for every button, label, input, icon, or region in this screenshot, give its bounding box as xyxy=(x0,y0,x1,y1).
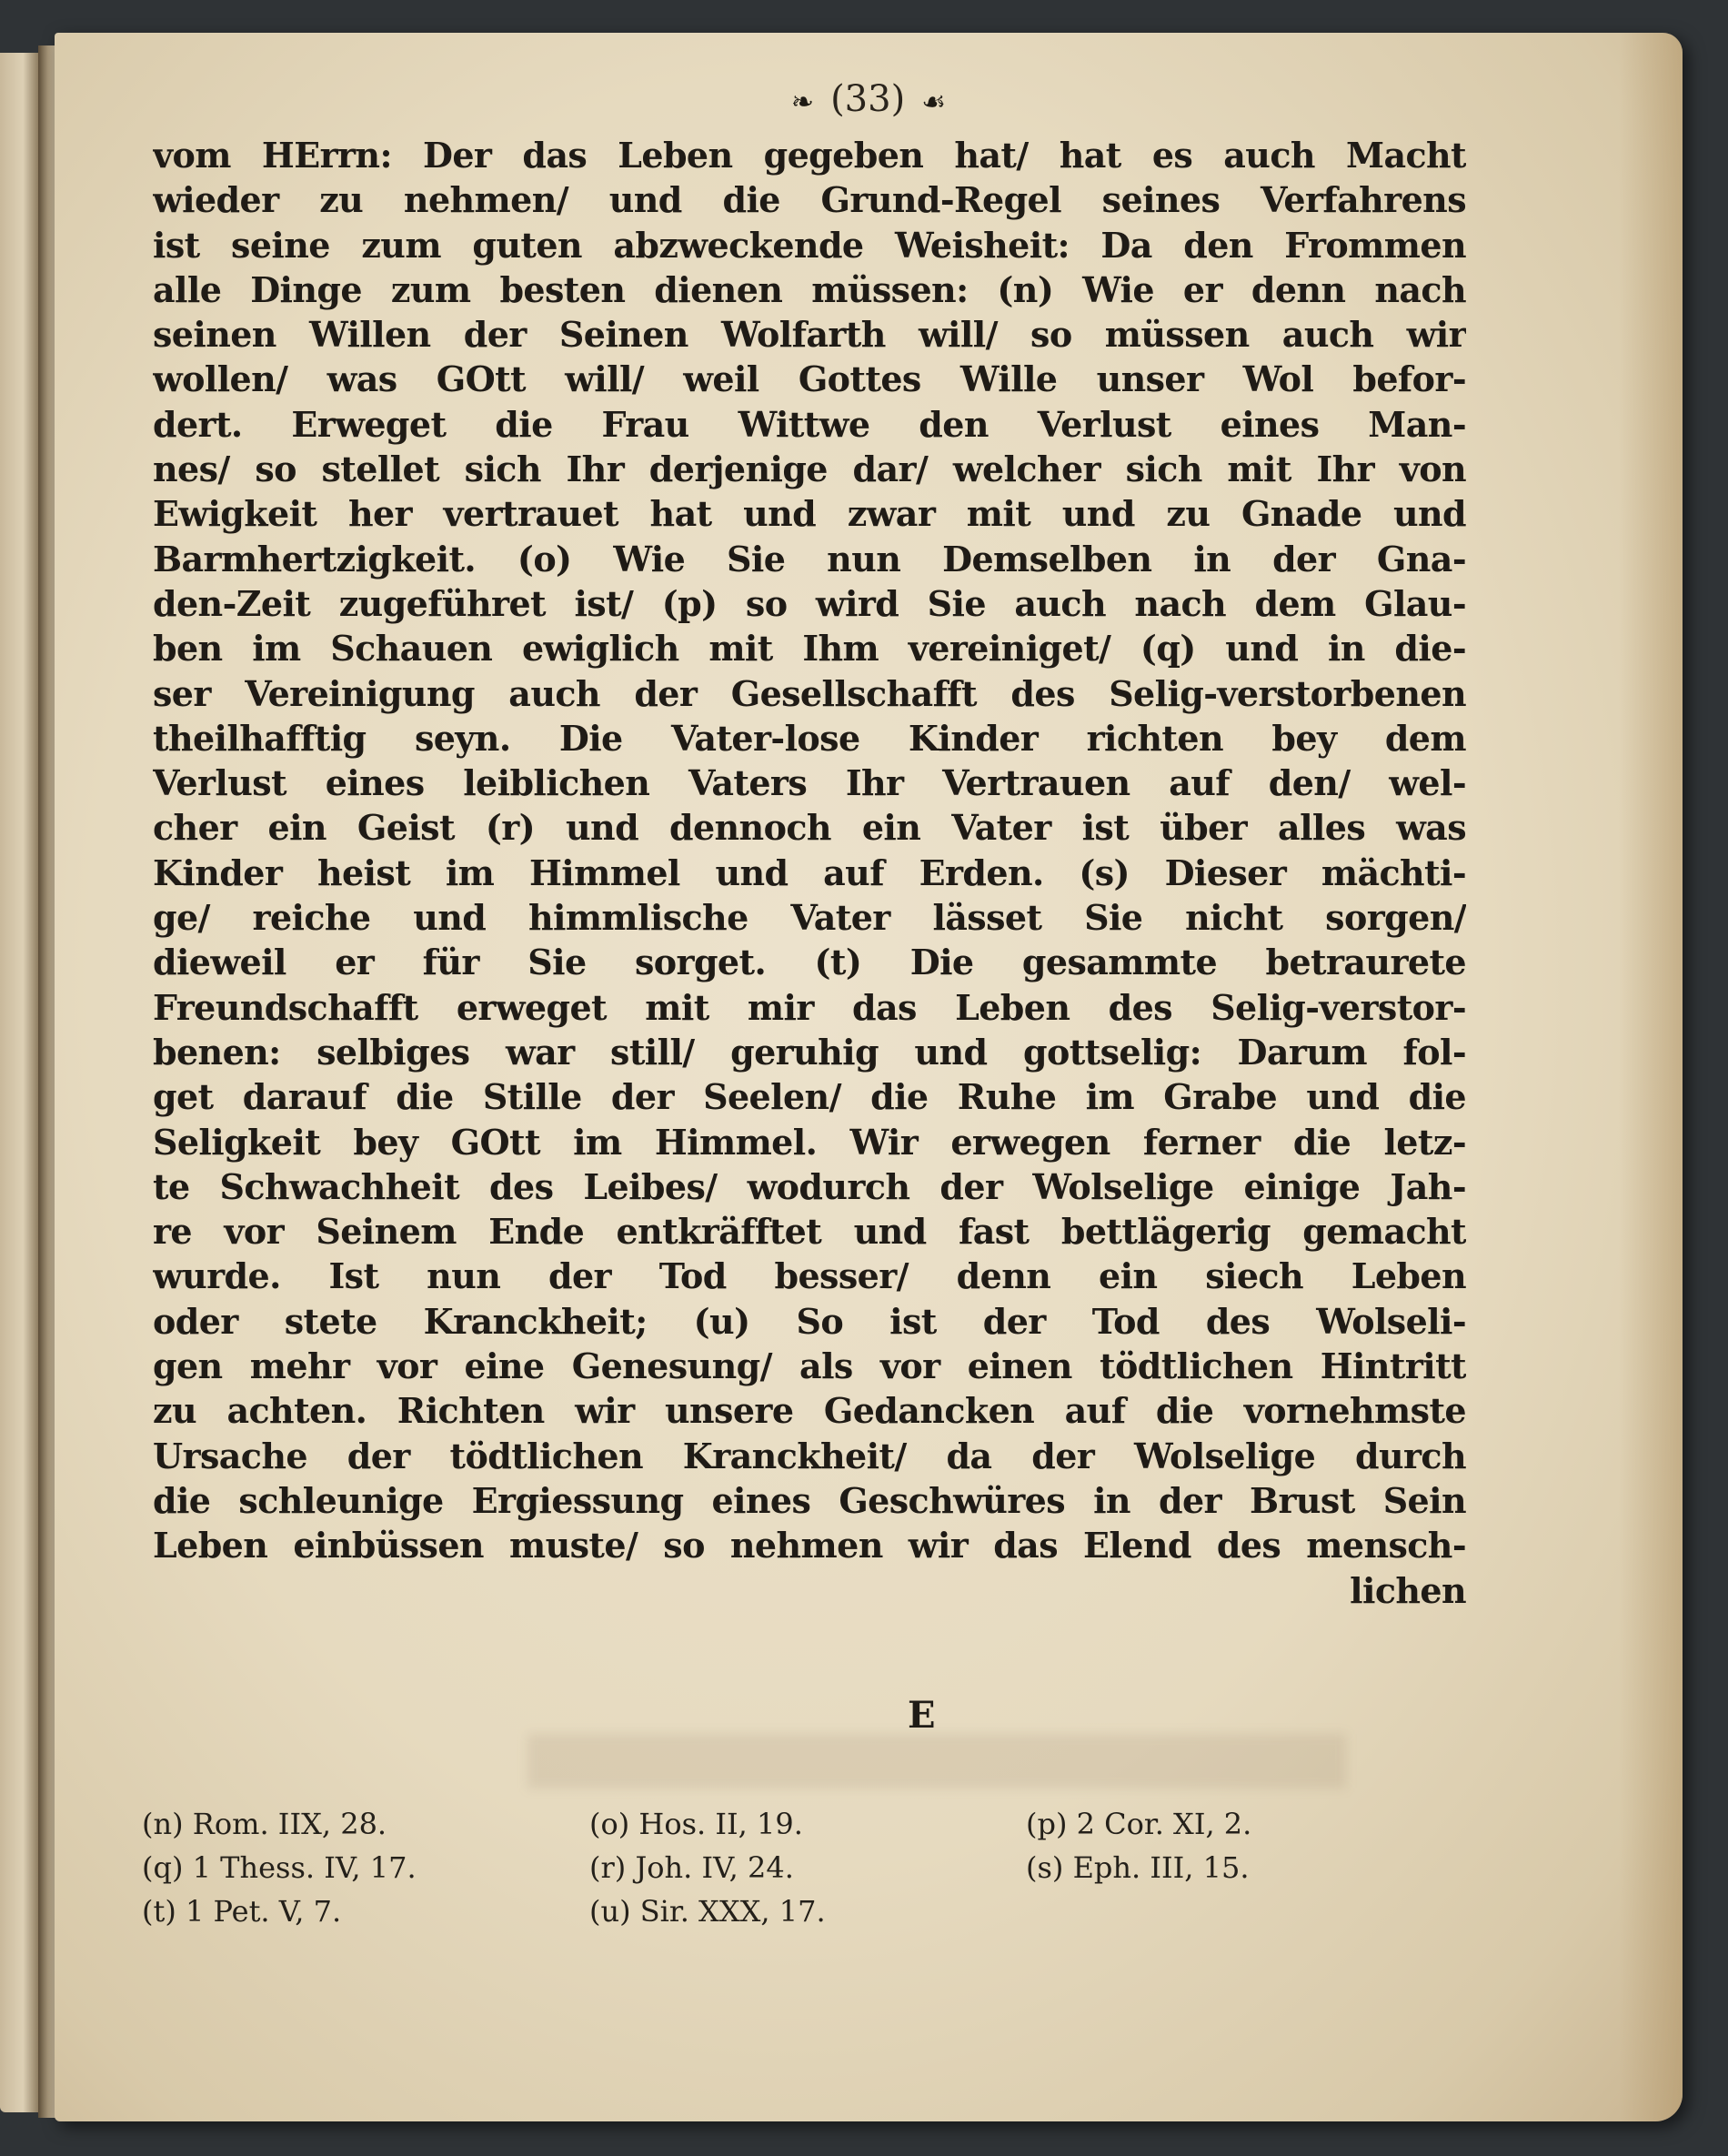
text-line: dert. Erweget die Frau Wittwe den Verlust eines Man- xyxy=(153,403,1466,445)
text-line: cher ein Geist (r) und dennoch ein Vater ist über alles was xyxy=(153,807,1466,849)
text-line: ben im Schauen ewiglich mit Ihm vereiniget/ (q) und in die- xyxy=(153,628,1466,670)
footnotes xyxy=(142,1802,1397,1933)
text-line: die schleunige Ergiessung eines Geschwüres in der Brust Sein xyxy=(153,1479,1466,1521)
page-number: (33) xyxy=(830,78,906,120)
text-line: Verlust eines leiblichen Vaters Ihr Vertrauen auf den/ wel- xyxy=(153,762,1466,804)
text-line: wieder zu nehmen/ und die Grund-Regel seines Verfahrens xyxy=(153,179,1466,221)
page-header xyxy=(55,78,1683,120)
text-line: Ursache der tödtlichen Kranckheit/ da der Wolselige durch xyxy=(153,1435,1466,1476)
footnote: (n) Rom. IIX, 28. xyxy=(142,1807,387,1841)
text-line: Kinder heist im Himmel und auf Erden. (s) Dieser mächti- xyxy=(153,851,1466,893)
signature-mark: E xyxy=(908,1694,936,1737)
text-line: oder stete Kranckheit; (u) So ist der Tod des Wolseli- xyxy=(153,1300,1466,1342)
text-line: vom HErrn: Der das Leben gegeben hat/ hat es auch Macht xyxy=(153,135,1466,176)
text-line: Barmhertzigkeit. (o) Wie Sie nun Demselben in der Gna- xyxy=(153,538,1466,579)
footnote: (u) Sir. XXX, 17. xyxy=(589,1894,826,1929)
text-line: nes/ so stellet sich Ihr derjenige dar/ welcher sich mit Ihr von xyxy=(153,448,1466,490)
footnote: (t) 1 Pet. V, 7. xyxy=(142,1894,342,1929)
text-line: wollen/ was GOtt will/ weil Gottes Wille unser Wol befor- xyxy=(153,358,1466,400)
text-line: seinen Willen der Seinen Wolfarth will/ so müssen auch wir xyxy=(153,314,1466,356)
text-line: gen mehr vor eine Genesung/ als vor einen tödtlichen Hintritt xyxy=(153,1345,1466,1387)
left-ornament: ❧ xyxy=(790,86,815,118)
text-line: benen: selbiges war still/ geruhig und gottselig: Darum fol- xyxy=(153,1031,1466,1073)
footnote: (q) 1 Thess. IV, 17. xyxy=(142,1850,417,1885)
text-line: den-Zeit zugeführet ist/ (p) so wird Sie auch nach dem Glau- xyxy=(153,582,1466,624)
text-line: re vor Seinem Ende entkräfftet und fast bettlägerig gemacht xyxy=(153,1211,1466,1253)
text-line: ge/ reiche und himmlische Vater lässet Sie nicht sorgen/ xyxy=(153,897,1466,939)
book-page xyxy=(55,33,1683,2121)
text-line: get darauf die Stille der Seelen/ die Ruhe im Grabe und die xyxy=(153,1076,1466,1118)
text-line: te Schwachheit des Leibes/ wodurch der Wolselige einige Jah- xyxy=(153,1165,1466,1207)
right-ornament: ☙ xyxy=(921,86,947,118)
text-line: Ewigkeit her vertrauet hat und zwar mit und zu Gnade und xyxy=(153,493,1466,535)
text-line: alle Dinge zum besten dienen müssen: (n) Wie er denn nach xyxy=(153,268,1466,310)
text-line: dieweil er für Sie sorget. (t) Die gesammte betraurete xyxy=(153,942,1466,983)
left-page-edge xyxy=(0,53,38,2112)
footnote: (p) 2 Cor. XI, 2. xyxy=(1026,1807,1252,1841)
footnote: (o) Hos. II, 19. xyxy=(589,1807,803,1841)
text-line: ser Vereinigung auch der Gesellschafft des Selig-verstorbenen xyxy=(153,672,1466,714)
bleed-through-text xyxy=(527,1734,1346,1788)
footnote: (s) Eph. III, 15. xyxy=(1026,1850,1250,1885)
text-line: Freundschafft erweget mit mir das Leben des Selig-verstor- xyxy=(153,986,1466,1028)
text-line: Seligkeit bey GOtt im Himmel. Wir erwegen ferner die letz- xyxy=(153,1121,1466,1163)
footnote: (r) Joh. IV, 24. xyxy=(589,1850,794,1885)
body-text xyxy=(153,133,1466,1613)
text-line: Leben einbüssen muste/ so nehmen wir das Elend des mensch- xyxy=(153,1525,1466,1567)
text-line: theilhafftig seyn. Die Vater-lose Kinder richten bey dem xyxy=(153,717,1466,759)
text-line: wurde. Ist nun der Tod besser/ denn ein siech Leben xyxy=(153,1255,1466,1297)
catchword: lichen xyxy=(1350,1569,1466,1611)
text-line: ist seine zum guten abzweckende Weisheit: Da den Frommen xyxy=(153,224,1466,266)
text-line: zu achten. Richten wir unsere Gedancken auf die vornehmste xyxy=(153,1390,1466,1432)
page-edge-discoloration xyxy=(1619,33,1683,2121)
